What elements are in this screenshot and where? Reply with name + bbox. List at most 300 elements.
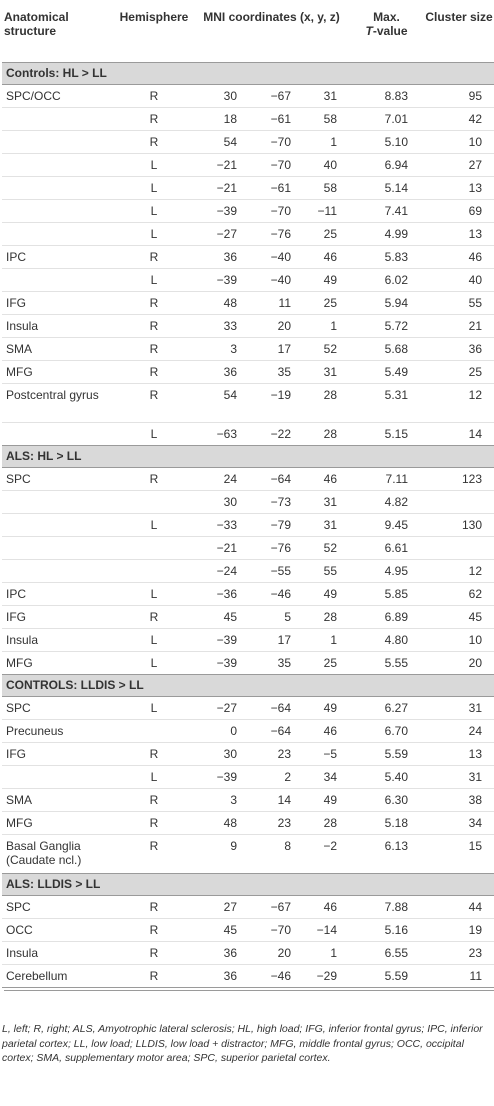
cell-z: 58 <box>307 176 349 199</box>
cell-y: 20 <box>249 941 307 964</box>
cell-structure: SPC/OCC <box>2 84 114 107</box>
cell-structure: Insula <box>2 628 114 651</box>
cell-hemisphere <box>114 719 194 742</box>
section-header <box>2 445 494 467</box>
table-bottom-rule <box>4 990 494 991</box>
cell-cluster-size: 62 <box>424 582 494 605</box>
table-row <box>2 941 494 964</box>
cell-z: 49 <box>307 268 349 291</box>
cell-z: 1 <box>307 314 349 337</box>
cell-t-value: 7.88 <box>349 895 424 918</box>
cell-t-value: 7.01 <box>349 107 424 130</box>
cell-structure <box>2 536 114 559</box>
cell-structure: IFG <box>2 742 114 765</box>
cell-y: −70 <box>249 153 307 176</box>
cell-cluster-size: 20 <box>424 651 494 674</box>
table-row <box>2 964 494 987</box>
cell-x: 30 <box>194 742 249 765</box>
cell-cluster-size: 45 <box>424 605 494 628</box>
cell-z: 28 <box>307 422 349 445</box>
cell-cluster-size: 130 <box>424 513 494 536</box>
cell-structure <box>2 222 114 245</box>
table-row <box>2 84 494 107</box>
cell-x: 0 <box>194 719 249 742</box>
cell-t-value: 6.55 <box>349 941 424 964</box>
cell-structure: SPC <box>2 467 114 490</box>
cell-x: −33 <box>194 513 249 536</box>
cell-x: 36 <box>194 964 249 987</box>
cell-cluster-size: 13 <box>424 742 494 765</box>
cell-t-value: 5.59 <box>349 742 424 765</box>
table-row <box>2 582 494 605</box>
cell-x: −36 <box>194 582 249 605</box>
cell-y: −70 <box>249 199 307 222</box>
table-row <box>2 834 494 873</box>
section-header <box>2 674 494 696</box>
cell-x: 36 <box>194 941 249 964</box>
cell-cluster-size: 24 <box>424 719 494 742</box>
header-cluster-size: Cluster size <box>425 10 493 24</box>
cell-hemisphere: L <box>114 222 194 245</box>
cell-cluster-size: 13 <box>424 222 494 245</box>
cell-x: −24 <box>194 559 249 582</box>
cell-z: 25 <box>307 291 349 314</box>
table-row <box>2 337 494 360</box>
cell-y: −64 <box>249 467 307 490</box>
cell-y: −40 <box>249 245 307 268</box>
cell-cluster-size: 36 <box>424 337 494 360</box>
table-row <box>2 628 494 651</box>
cell-y: 14 <box>249 788 307 811</box>
table-row <box>2 383 494 422</box>
cell-structure: IFG <box>2 291 114 314</box>
section-title: CONTROLS: LLDIS > LL <box>2 674 494 696</box>
cell-x: 27 <box>194 895 249 918</box>
table-row <box>2 559 494 582</box>
table-row <box>2 536 494 559</box>
cell-t-value: 5.72 <box>349 314 424 337</box>
cell-hemisphere: L <box>114 422 194 445</box>
cell-x: 48 <box>194 811 249 834</box>
cell-y: −61 <box>249 176 307 199</box>
cell-y: 5 <box>249 605 307 628</box>
table-row <box>2 314 494 337</box>
cell-hemisphere: R <box>114 314 194 337</box>
cell-z: 34 <box>307 765 349 788</box>
cell-hemisphere: R <box>114 467 194 490</box>
cell-z: −14 <box>307 918 349 941</box>
cell-x: −39 <box>194 199 249 222</box>
table-row <box>2 788 494 811</box>
cell-y: −67 <box>249 895 307 918</box>
cell-x: 48 <box>194 291 249 314</box>
cell-hemisphere: R <box>114 383 194 422</box>
cell-structure: SPC <box>2 696 114 719</box>
table-row <box>2 222 494 245</box>
header-hemisphere: Hemisphere <box>119 10 189 24</box>
cell-cluster-size: 38 <box>424 788 494 811</box>
cell-cluster-size: 12 <box>424 559 494 582</box>
cell-z: −29 <box>307 964 349 987</box>
cell-z: 1 <box>307 130 349 153</box>
cell-y: 35 <box>249 360 307 383</box>
results-table <box>2 0 494 988</box>
cell-y: 17 <box>249 337 307 360</box>
cell-cluster-size: 95 <box>424 84 494 107</box>
section-title: ALS: LLDIS > LL <box>2 873 494 895</box>
cell-y: −67 <box>249 84 307 107</box>
cell-y: 35 <box>249 651 307 674</box>
cell-cluster-size: 46 <box>424 245 494 268</box>
cell-x: 45 <box>194 605 249 628</box>
cell-z: 1 <box>307 628 349 651</box>
cell-hemisphere: L <box>114 513 194 536</box>
header-mni: MNI coordinates (x, y, z) <box>203 10 340 24</box>
cell-cluster-size: 25 <box>424 360 494 383</box>
cell-z: 52 <box>307 337 349 360</box>
results-table-container <box>2 0 494 988</box>
cell-z: 28 <box>307 811 349 834</box>
section-header <box>2 62 494 84</box>
cell-t-value: 5.10 <box>349 130 424 153</box>
cell-cluster-size: 31 <box>424 696 494 719</box>
cell-z: 1 <box>307 941 349 964</box>
header-max-t-line2: T-value <box>365 24 408 38</box>
cell-x: −27 <box>194 696 249 719</box>
cell-x: 33 <box>194 314 249 337</box>
cell-hemisphere: L <box>114 765 194 788</box>
cell-z: 46 <box>307 467 349 490</box>
cell-t-value: 6.89 <box>349 605 424 628</box>
cell-z: −5 <box>307 742 349 765</box>
cell-hemisphere: L <box>114 696 194 719</box>
cell-cluster-size: 42 <box>424 107 494 130</box>
cell-x: 54 <box>194 130 249 153</box>
cell-hemisphere: R <box>114 245 194 268</box>
cell-y: −19 <box>249 383 307 422</box>
cell-z: 40 <box>307 153 349 176</box>
cell-z: 28 <box>307 605 349 628</box>
cell-hemisphere <box>114 490 194 513</box>
cell-z: 58 <box>307 107 349 130</box>
cell-x: 18 <box>194 107 249 130</box>
cell-structure <box>2 422 114 445</box>
cell-structure: Insula <box>2 314 114 337</box>
table-row <box>2 719 494 742</box>
cell-structure <box>2 559 114 582</box>
table-header <box>2 0 494 62</box>
cell-structure: SMA <box>2 788 114 811</box>
cell-hemisphere: L <box>114 199 194 222</box>
cell-t-value: 9.45 <box>349 513 424 536</box>
cell-x: −39 <box>194 651 249 674</box>
cell-cluster-size: 11 <box>424 964 494 987</box>
cell-structure: IPC <box>2 582 114 605</box>
table-row <box>2 467 494 490</box>
cell-hemisphere: L <box>114 651 194 674</box>
cell-structure <box>2 153 114 176</box>
cell-z: 52 <box>307 536 349 559</box>
cell-hemisphere: R <box>114 291 194 314</box>
cell-t-value: 5.94 <box>349 291 424 314</box>
cell-y: 2 <box>249 765 307 788</box>
cell-structure: SPC <box>2 895 114 918</box>
cell-structure: OCC <box>2 918 114 941</box>
cell-y: 17 <box>249 628 307 651</box>
cell-hemisphere: R <box>114 107 194 130</box>
cell-z: 49 <box>307 696 349 719</box>
cell-t-value: 7.11 <box>349 467 424 490</box>
cell-x: 36 <box>194 360 249 383</box>
cell-cluster-size: 10 <box>424 628 494 651</box>
cell-cluster-size: 69 <box>424 199 494 222</box>
cell-t-value: 5.68 <box>349 337 424 360</box>
cell-z: 46 <box>307 245 349 268</box>
cell-z: 46 <box>307 895 349 918</box>
cell-t-value: 5.83 <box>349 245 424 268</box>
table-row <box>2 490 494 513</box>
cell-t-value: 6.27 <box>349 696 424 719</box>
cell-cluster-size: 123 <box>424 467 494 490</box>
cell-t-value: 6.94 <box>349 153 424 176</box>
cell-cluster-size: 13 <box>424 176 494 199</box>
cell-y: −73 <box>249 490 307 513</box>
cell-y: 8 <box>249 834 307 873</box>
cell-y: −64 <box>249 719 307 742</box>
cell-t-value: 5.18 <box>349 811 424 834</box>
cell-t-value: 6.30 <box>349 788 424 811</box>
cell-hemisphere <box>114 559 194 582</box>
cell-structure <box>2 513 114 536</box>
cell-structure <box>2 107 114 130</box>
cell-t-value: 6.13 <box>349 834 424 873</box>
cell-y: −70 <box>249 130 307 153</box>
cell-y: 11 <box>249 291 307 314</box>
cell-t-value: 5.59 <box>349 964 424 987</box>
cell-structure <box>2 130 114 153</box>
cell-hemisphere: R <box>114 964 194 987</box>
cell-hemisphere: R <box>114 360 194 383</box>
table-row <box>2 268 494 291</box>
table-row <box>2 176 494 199</box>
cell-x: −39 <box>194 628 249 651</box>
table-row <box>2 811 494 834</box>
cell-cluster-size: 15 <box>424 834 494 873</box>
cell-hemisphere: L <box>114 628 194 651</box>
cell-structure <box>2 268 114 291</box>
cell-t-value: 5.15 <box>349 422 424 445</box>
table-row <box>2 895 494 918</box>
table-row <box>2 130 494 153</box>
cell-y: 20 <box>249 314 307 337</box>
cell-y: −46 <box>249 582 307 605</box>
cell-structure: Insula <box>2 941 114 964</box>
cell-x: −21 <box>194 536 249 559</box>
cell-structure: MFG <box>2 811 114 834</box>
cell-z: 46 <box>307 719 349 742</box>
cell-t-value: 4.95 <box>349 559 424 582</box>
cell-cluster-size: 40 <box>424 268 494 291</box>
cell-hemisphere: L <box>114 582 194 605</box>
cell-z: 49 <box>307 788 349 811</box>
cell-t-value: 6.02 <box>349 268 424 291</box>
cell-x: −39 <box>194 268 249 291</box>
cell-hemisphere: R <box>114 941 194 964</box>
cell-x: 24 <box>194 467 249 490</box>
cell-t-value: 5.31 <box>349 383 424 422</box>
cell-y: −79 <box>249 513 307 536</box>
cell-x: 54 <box>194 383 249 422</box>
cell-t-value: 4.99 <box>349 222 424 245</box>
cell-cluster-size: 10 <box>424 130 494 153</box>
cell-structure: MFG <box>2 651 114 674</box>
table-body <box>2 62 494 987</box>
table-row <box>2 651 494 674</box>
cell-t-value: 5.49 <box>349 360 424 383</box>
cell-t-value: 5.16 <box>349 918 424 941</box>
table-row <box>2 245 494 268</box>
cell-y: −76 <box>249 222 307 245</box>
cell-hemisphere: R <box>114 895 194 918</box>
cell-cluster-size: 14 <box>424 422 494 445</box>
cell-structure <box>2 765 114 788</box>
cell-structure: Postcentral gyrus <box>2 383 114 422</box>
cell-hemisphere: R <box>114 605 194 628</box>
table-row <box>2 605 494 628</box>
section-title: ALS: HL > LL <box>2 445 494 467</box>
cell-hemisphere: R <box>114 918 194 941</box>
cell-y: −55 <box>249 559 307 582</box>
cell-cluster-size: 27 <box>424 153 494 176</box>
cell-hemisphere <box>114 536 194 559</box>
header-structure: Anatomical structure <box>4 10 69 38</box>
cell-t-value: 5.40 <box>349 765 424 788</box>
cell-hemisphere: R <box>114 788 194 811</box>
cell-hemisphere: R <box>114 84 194 107</box>
cell-y: −40 <box>249 268 307 291</box>
cell-cluster-size: 44 <box>424 895 494 918</box>
cell-cluster-size <box>424 536 494 559</box>
table-row <box>2 291 494 314</box>
cell-x: 3 <box>194 337 249 360</box>
cell-y: −64 <box>249 696 307 719</box>
table-row <box>2 199 494 222</box>
cell-t-value: 5.14 <box>349 176 424 199</box>
cell-x: −39 <box>194 765 249 788</box>
cell-t-value: 4.80 <box>349 628 424 651</box>
table-row <box>2 360 494 383</box>
cell-structure <box>2 199 114 222</box>
cell-hemisphere: R <box>114 337 194 360</box>
cell-hemisphere: L <box>114 176 194 199</box>
cell-z: 25 <box>307 651 349 674</box>
cell-z: 49 <box>307 582 349 605</box>
cell-y: 23 <box>249 811 307 834</box>
cell-structure: SMA <box>2 337 114 360</box>
cell-t-value: 6.70 <box>349 719 424 742</box>
cell-hemisphere: L <box>114 268 194 291</box>
header-max-t-line1: Max. <box>373 10 400 24</box>
cell-z: 31 <box>307 84 349 107</box>
cell-y: −46 <box>249 964 307 987</box>
cell-cluster-size: 23 <box>424 941 494 964</box>
table-row <box>2 765 494 788</box>
table-row <box>2 696 494 719</box>
cell-x: −27 <box>194 222 249 245</box>
cell-x: 36 <box>194 245 249 268</box>
cell-structure: IFG <box>2 605 114 628</box>
cell-structure: MFG <box>2 360 114 383</box>
cell-hemisphere: R <box>114 130 194 153</box>
cell-structure: Cerebellum <box>2 964 114 987</box>
table-row <box>2 742 494 765</box>
cell-hemisphere: L <box>114 153 194 176</box>
cell-x: −21 <box>194 176 249 199</box>
cell-t-value: 7.41 <box>349 199 424 222</box>
cell-t-value: 4.82 <box>349 490 424 513</box>
header-max-t <box>349 0 424 62</box>
table-row <box>2 422 494 445</box>
cell-y: −76 <box>249 536 307 559</box>
cell-t-value: 6.61 <box>349 536 424 559</box>
cell-cluster-size: 55 <box>424 291 494 314</box>
cell-cluster-size: 12 <box>424 383 494 422</box>
cell-z: 31 <box>307 360 349 383</box>
cell-structure <box>2 176 114 199</box>
cell-z: 28 <box>307 383 349 422</box>
table-row <box>2 513 494 536</box>
cell-structure: Basal Ganglia (Caudate ncl.) <box>2 834 114 873</box>
cell-z: 31 <box>307 490 349 513</box>
cell-y: −61 <box>249 107 307 130</box>
cell-hemisphere: R <box>114 742 194 765</box>
cell-cluster-size <box>424 490 494 513</box>
cell-z: 55 <box>307 559 349 582</box>
cell-z: −2 <box>307 834 349 873</box>
cell-structure: Precuneus <box>2 719 114 742</box>
cell-x: −63 <box>194 422 249 445</box>
cell-t-value: 8.83 <box>349 84 424 107</box>
cell-z: 25 <box>307 222 349 245</box>
cell-z: −11 <box>307 199 349 222</box>
cell-y: −22 <box>249 422 307 445</box>
cell-structure <box>2 490 114 513</box>
section-header <box>2 873 494 895</box>
cell-cluster-size: 19 <box>424 918 494 941</box>
cell-cluster-size: 31 <box>424 765 494 788</box>
cell-cluster-size: 21 <box>424 314 494 337</box>
table-row <box>2 153 494 176</box>
section-title: Controls: HL > LL <box>2 62 494 84</box>
cell-y: 23 <box>249 742 307 765</box>
cell-hemisphere: R <box>114 811 194 834</box>
cell-x: 30 <box>194 84 249 107</box>
cell-x: 30 <box>194 490 249 513</box>
cell-x: 3 <box>194 788 249 811</box>
cell-z: 31 <box>307 513 349 536</box>
cell-structure: IPC <box>2 245 114 268</box>
table-row <box>2 918 494 941</box>
cell-hemisphere: R <box>114 834 194 873</box>
table-row <box>2 107 494 130</box>
table-footnote: L, left; R, right; ALS, Amyotrophic lateral sclerosis; HL, high load; IFG, inferior frontal gyrus; IPC, inferior parietal cortex; LL, low load; LLDIS, low load + distractor; MFG, middle frontal gyrus; OCC, occipital cortex; SMA, supplementary motor area; SPC, superior parietal cortex. <box>2 1023 483 1064</box>
cell-cluster-size: 34 <box>424 811 494 834</box>
cell-x: 9 <box>194 834 249 873</box>
cell-t-value: 5.85 <box>349 582 424 605</box>
cell-t-value: 5.55 <box>349 651 424 674</box>
cell-y: −70 <box>249 918 307 941</box>
cell-x: −21 <box>194 153 249 176</box>
